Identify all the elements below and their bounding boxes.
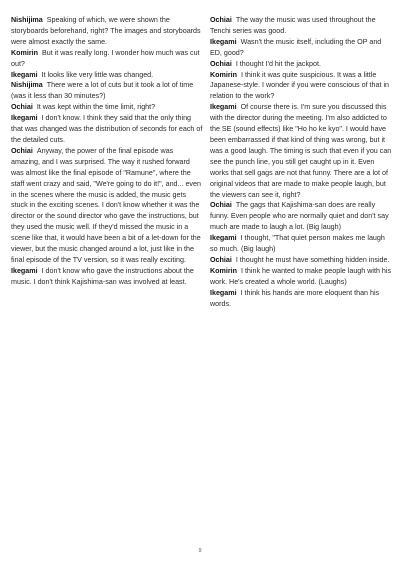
dialogue-turn [210, 266, 394, 288]
speaker-name: Nishijima [11, 81, 43, 90]
speaker-name: Ikegami [11, 266, 38, 275]
utterance-text: The way the music was used throughout the Tenchi series was good. [210, 16, 376, 35]
utterance-text: Of course there is. I'm sure you discussed this with the director during the meeting. I'm also addicted to the SE (sound effects) like "Ho ho ke kyo". I would have been embarrassed if that kind of thing was wrong, but it was a good laugh. The timing is such that even if you can see the punch line, you still get caught up in it. Even works that sell gags are not that funny. There are a lot of original videos that are made to make people laugh, but the viewers can see it, right? [210, 103, 392, 199]
dialogue-turn [210, 59, 394, 70]
dialogue-turn [11, 80, 204, 102]
speaker-name: Ikegami [210, 288, 237, 297]
speaker-name: Nishijima [11, 16, 43, 24]
speaker-name: Ochiai [11, 103, 33, 112]
utterance-text: But it was really long. I wonder how much was cut out? [11, 48, 200, 68]
right-column [210, 15, 394, 309]
left-column [11, 15, 204, 288]
utterance-text: I think it was quite suspicious. It was a little Japanese-style. I wonder if you were conscious of that in relation to the work? [210, 70, 390, 101]
speaker-name: Ochiai [210, 16, 232, 24]
utterance-text: I thought he must have something hidden inside. [235, 255, 390, 264]
utterance-text: I think his hands are more eloquent than his words. [210, 288, 380, 308]
speaker-name: Komirin [210, 266, 237, 275]
speaker-name: Ikegami [210, 103, 237, 112]
dialogue-turn [210, 37, 394, 59]
utterance-text: It was kept within the time limit, right? [36, 103, 156, 112]
dialogue-turn [210, 233, 394, 255]
dialogue-turn [210, 102, 394, 200]
dialogue-turn [210, 70, 394, 103]
utterance-text: Anyway, the power of the final episode was amazing, and I was surprised. The way it rushed forward was almost like the final episode of "Ramune", where the staff went crazy and said, "We're going to do it!", and... even in the scenes where the music is added, the music gets stuck in the exciting scenes. I don't know whether it was the director or the sound director who gave the instructions, but they used the music well. If they'd missed the music in a scene like that, it would have been a bit of a let-down for the viewer, but the music changed around a lot, just like in the final episode of the TV version, so it was really exciting. [11, 146, 201, 264]
speaker-name: Ikegami [11, 114, 38, 123]
dialogue-turn [210, 200, 394, 233]
speaker-name: Ikegami [210, 37, 237, 46]
page-number: 9 [198, 548, 202, 554]
utterance-text: Speaking of which, we were shown the storyboards beforehand, right? The images and storyboards were almost exactly the same. [11, 16, 201, 46]
speaker-name: Ochiai [210, 201, 232, 210]
speaker-name: Ochiai [210, 59, 232, 68]
utterance-text: I think he wanted to make people laugh with his work. He's created a whole world. (Laughs) [210, 266, 392, 286]
utterance-text: I thought I'd hit the jackpot. [235, 59, 321, 68]
dialogue-turn [11, 48, 204, 70]
dialogue-turn [11, 113, 204, 146]
dialogue-turn [210, 15, 394, 37]
dialogue-turn [11, 266, 204, 288]
speaker-name: Ochiai [210, 255, 232, 264]
utterance-text: I don't know who gave the instructions about the music. I don't think Kajishima-san was involved at least. [11, 266, 194, 286]
utterance-text: The gags that Kajishima-san does are really funny. Even people who are normally quiet and don't say much are made to laugh a lot. (Big laugh) [210, 201, 389, 232]
utterance-text: It looks like very little was changed. [41, 70, 154, 79]
utterance-text: Wasn't the music itself, including the OP and ED, good? [210, 37, 382, 57]
dialogue-turn [11, 146, 204, 266]
dialogue-turn [11, 102, 204, 113]
dialogue-turn [210, 288, 394, 310]
dialogue-turn [11, 15, 204, 48]
speaker-name: Ikegami [210, 234, 237, 243]
speaker-name: Komirin [11, 48, 38, 57]
speaker-name: Ochiai [11, 146, 33, 155]
speaker-name: Ikegami [11, 70, 38, 79]
utterance-text: I don't know. I think they said that the only thing that was changed was the distribution of seconds for each of the detailed cuts. [11, 114, 203, 144]
dialogue-turn [11, 70, 204, 81]
utterance-text: There were a lot of cuts but it took a lot of time (was it less than 30 minutes?) [11, 81, 194, 101]
speaker-name: Komirin [210, 70, 237, 79]
utterance-text: I thought, "That quiet person makes me laugh so much. (Big laugh) [210, 234, 385, 254]
dialogue-turn [210, 255, 394, 266]
